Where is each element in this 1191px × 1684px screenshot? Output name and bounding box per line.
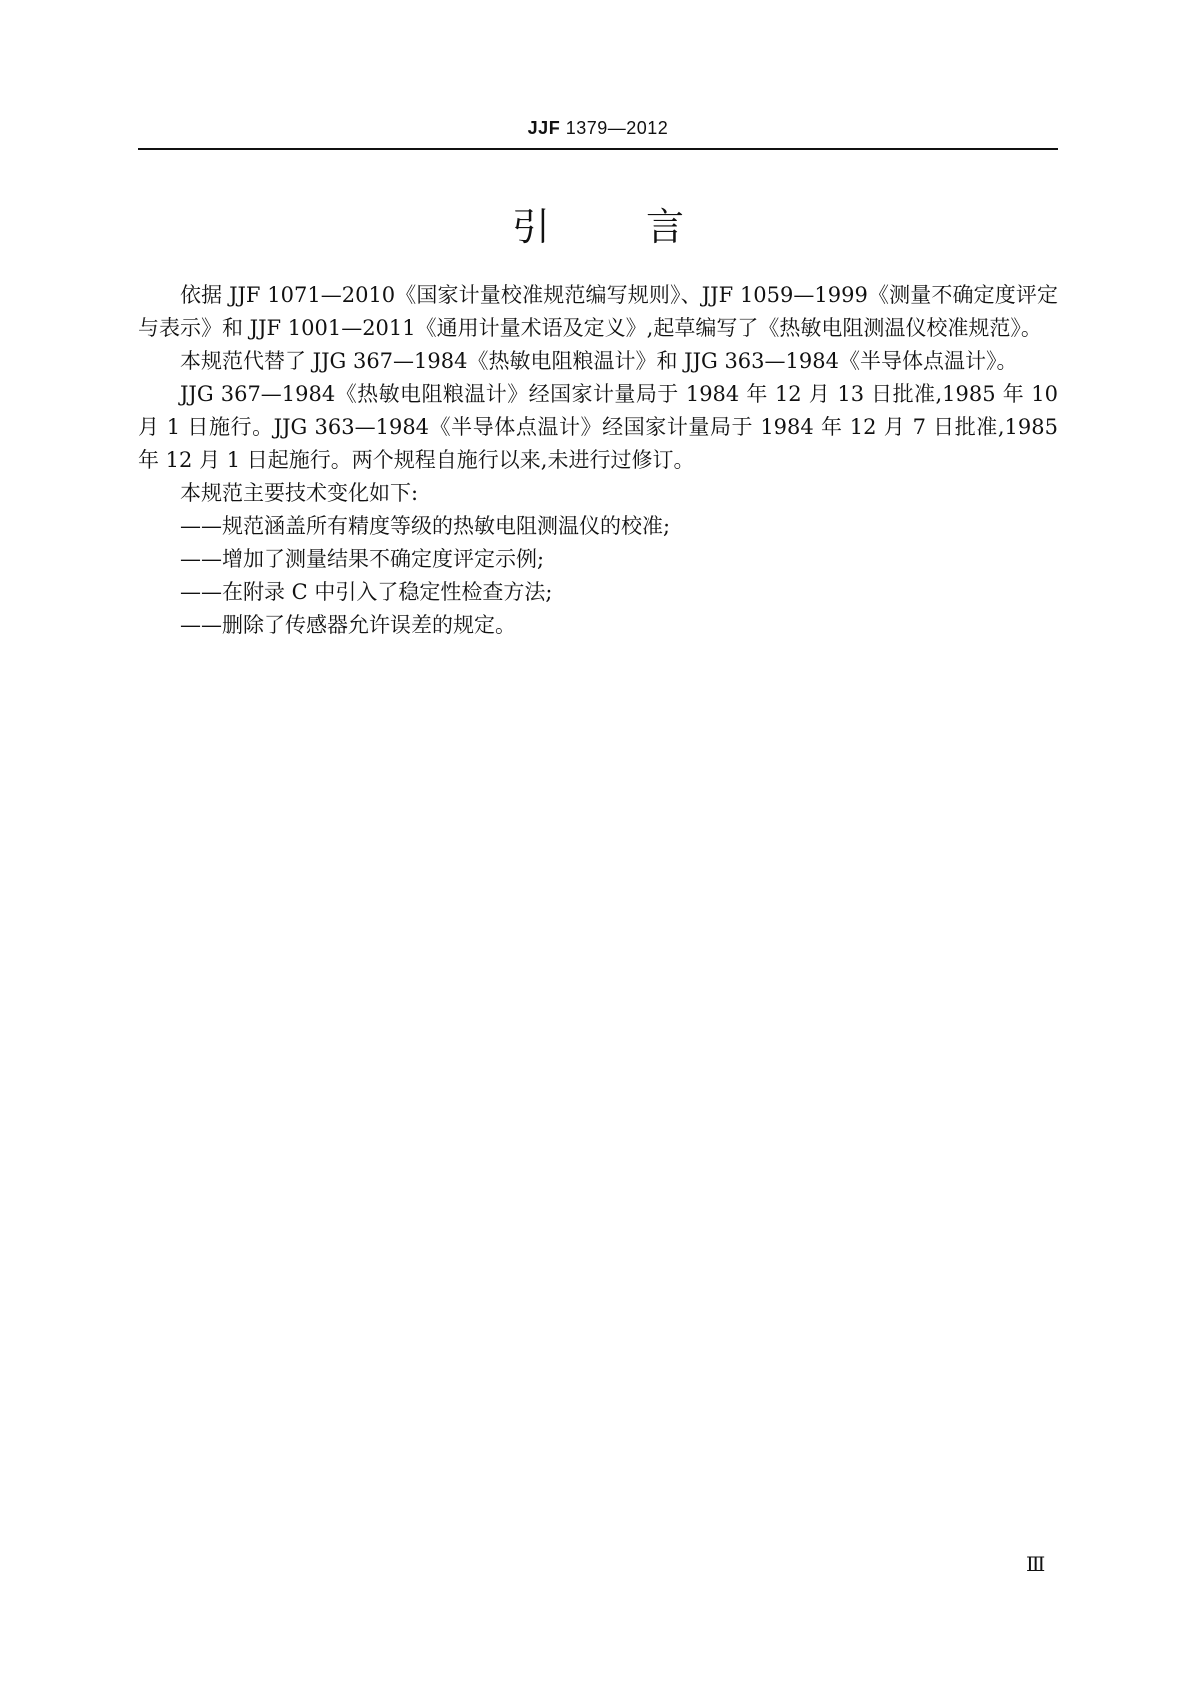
paragraph-changes-intro: 本规范主要技术变化如下: (180, 481, 419, 505)
header-rule (138, 148, 1058, 150)
standard-code: JJF (527, 118, 561, 138)
running-header (138, 118, 1058, 139)
title-char-1: 引 (511, 205, 550, 249)
paragraph-basis: 依据 JJF 1071—2010《国家计量校准规范编写规则》、JJF 1059—1999《测量不确定度评定与表示》和 JJF 1001—2011《通用计量术语及定义》,起草编写了《热敏电阻测温仪校准规范》。 (138, 283, 1058, 340)
standard-number: 1379—2012 (565, 118, 669, 138)
body-text (138, 279, 1058, 642)
list-item: ——删除了传感器允许误差的规定。 (180, 613, 516, 637)
paragraph-history: JJG 367—1984《热敏电阻粮温计》经国家计量局于 1984 年 12 月 13 日批准,1985 年 10 月 1 日施行。JJG 363—1984《半导体点温计》经国家计量局于 1984 年 12 月 7 日批准,1985 年 12 月 1 日起施行。两个规程自施行以来,未进行过修订。 (138, 382, 1058, 472)
list-item: ——增加了测量结果不确定度评定示例; (180, 547, 545, 571)
paragraph-replaces: 本规范代替了 JJG 367—1984《热敏电阻粮温计》和 JJG 363—1984《半导体点温计》。 (180, 349, 1018, 373)
list-item: ——规范涵盖所有精度等级的热敏电阻测温仪的校准; (180, 514, 671, 538)
list-item: ——在附录 C 中引入了稳定性检查方法; (180, 580, 553, 604)
title-char-2: 言 (646, 205, 685, 249)
page-number: Ⅲ (1026, 1552, 1046, 1576)
section-title (138, 196, 1058, 251)
changes-list (138, 510, 1058, 642)
